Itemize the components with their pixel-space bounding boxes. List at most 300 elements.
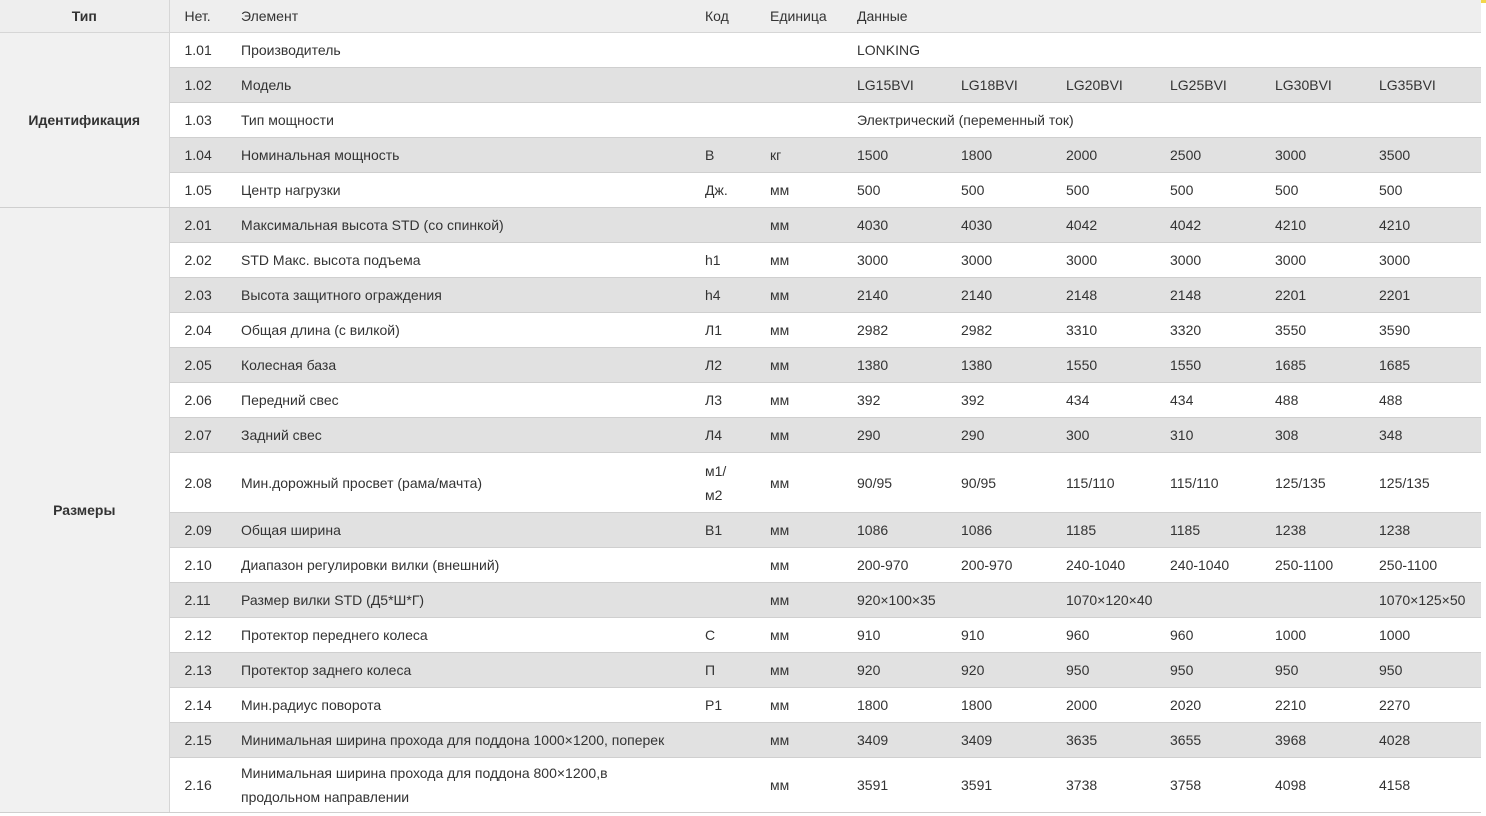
row-element [226,33,690,68]
table-row [0,348,1481,383]
row-value [842,513,946,548]
row-value [1051,68,1155,103]
row-value [1051,383,1155,418]
row-value-text: 3000 [1066,252,1098,268]
row-value [1051,513,1155,548]
row-value [1051,243,1155,278]
row-value [1260,68,1364,103]
row-value-text: 1500 [857,147,889,163]
row-value-text: LG18BVI [961,77,1018,93]
row-value-text: LG20BVI [1066,77,1123,93]
header-code: Код [690,0,755,33]
row-value-text: 1380 [857,357,889,373]
row-value-text: 950 [1066,662,1090,678]
row-code-text: h1 [705,252,721,268]
row-element [226,513,690,548]
row-code [690,653,755,688]
row-element-text: Минимальная ширина прохода для поддона 800×1200,в продольном направлении [241,765,608,805]
row-value [1364,348,1481,383]
row-code [690,688,755,723]
row-value [842,68,946,103]
row-value [946,313,1051,348]
row-unit [755,103,842,138]
table-row [0,758,1481,813]
row-code [690,103,755,138]
row-code [690,513,755,548]
row-value [1051,313,1155,348]
row-value [1364,313,1481,348]
row-element [226,103,690,138]
row-value-text: 4028 [1379,732,1411,748]
row-element [226,418,690,453]
row-value [946,208,1051,243]
row-value-text: 1070×125×50 [1379,592,1466,608]
table-row [0,208,1481,243]
row-value [1260,653,1364,688]
row-code [690,208,755,243]
row-number [169,453,226,513]
row-value [842,723,946,758]
row-value [946,348,1051,383]
row-value-text: 1238 [1379,522,1411,538]
row-value-text: 4030 [961,217,993,233]
table-row [0,688,1481,723]
row-unit-text: мм [770,392,790,408]
row-value-text: 3000 [1275,147,1307,163]
row-number-text: 2.06 [184,392,212,408]
row-unit-text: мм [770,662,790,678]
row-value-text: 4158 [1379,777,1411,793]
row-unit-text: мм [770,697,790,713]
row-code-text: В [705,147,715,163]
row-value-text: 3591 [857,777,889,793]
row-value [1364,418,1481,453]
row-value-text: 500 [961,182,985,198]
row-code-text: h4 [705,287,721,303]
row-value-text: 115/110 [1066,474,1115,491]
row-value-text: LG35BVI [1379,77,1436,93]
row-code [690,383,755,418]
row-element-text: Минимальная ширина прохода для поддона 1000×1200, поперек [241,732,665,748]
row-number [169,138,226,173]
row-number-text: 2.09 [184,522,212,538]
row-value [842,548,946,583]
row-value [1364,618,1481,653]
row-data-span-text: Электрический (переменный ток) [857,112,1074,128]
row-value [1260,453,1364,513]
row-value [1260,583,1364,618]
row-element [226,688,690,723]
row-value-text: 1238 [1275,522,1307,538]
row-element [226,653,690,688]
row-value [1364,723,1481,758]
row-value-text: 2140 [961,287,993,303]
row-value-text: 1800 [961,697,993,713]
row-code-text: Л2 [705,357,722,373]
row-value-text: 3968 [1275,732,1307,748]
row-value [842,688,946,723]
row-number [169,33,226,68]
row-value [1051,548,1155,583]
row-number-text: 1.05 [184,182,212,198]
row-value [1155,208,1260,243]
row-value-text: LG25BVI [1170,77,1227,93]
row-value [1051,138,1155,173]
row-number-text: 2.07 [184,427,212,443]
row-number [169,653,226,688]
row-value-text: 1000 [1379,627,1411,643]
row-element [226,583,690,618]
row-value-text: 950 [1379,662,1403,678]
row-element [226,453,690,513]
row-number-text: 1.04 [184,147,212,163]
row-element [226,243,690,278]
row-value [946,173,1051,208]
row-value [842,653,946,688]
row-code [690,278,755,313]
row-unit [755,173,842,208]
row-number-text: 2.16 [184,777,212,793]
row-unit [755,208,842,243]
row-value-text: 3000 [1379,252,1411,268]
row-unit-text: мм [770,732,790,748]
row-value [1364,138,1481,173]
row-element-text: Диапазон регулировки вилки (внешний) [241,557,500,573]
row-value [1364,208,1481,243]
row-number [169,758,226,813]
row-value [1364,758,1481,813]
header-type: Тип [0,0,169,33]
row-element-text: Модель [241,77,292,93]
row-element-text: Высота защитного ограждения [241,287,442,303]
row-code-text: В1 [705,522,723,538]
row-value [842,418,946,453]
row-value [1260,173,1364,208]
row-value-text: 290 [961,427,985,443]
row-value [842,278,946,313]
row-value-text: 200-970 [857,557,909,573]
table-row [0,243,1481,278]
row-value-text: 125/135 [1379,474,1430,491]
row-value [1051,688,1155,723]
row-value [1155,618,1260,653]
row-number [169,513,226,548]
table-row [0,33,1481,68]
row-value-text: 3000 [961,252,993,268]
row-value-text: 1185 [1066,522,1097,538]
row-value [1155,243,1260,278]
row-value-text: 4210 [1275,217,1307,233]
row-unit-text: кг [770,147,782,163]
row-element-text: Общая длина (с вилкой) [241,322,400,338]
row-unit-text: мм [770,592,790,608]
row-number-text: 2.10 [184,557,212,573]
row-number [169,313,226,348]
table-row [0,278,1481,313]
group-label: Размеры [0,208,169,813]
row-unit [755,383,842,418]
table-row [0,68,1481,103]
row-value-text: 3738 [1066,777,1098,793]
row-element [226,173,690,208]
row-unit-text: мм [770,252,790,268]
header-data: Данные [842,0,1481,33]
row-number [169,548,226,583]
row-unit-text: мм [770,182,790,198]
table-row [0,173,1481,208]
row-value-text: 290 [857,427,881,443]
row-element [226,68,690,103]
row-value-text: 1185 [1170,522,1201,538]
table-row [0,103,1481,138]
row-unit [755,243,842,278]
row-number-text: 2.15 [184,732,212,748]
row-value-text: 4210 [1379,217,1411,233]
row-value [1051,278,1155,313]
row-unit-text: мм [770,217,790,233]
row-value [1155,383,1260,418]
row-element-text: Протектор заднего колеса [241,662,412,678]
row-code [690,723,755,758]
row-value [946,243,1051,278]
row-data-span [842,103,1481,138]
row-number [169,173,226,208]
row-value [946,278,1051,313]
row-value-text: 250-1100 [1379,557,1438,573]
row-value-text: 960 [1066,627,1090,643]
table-row [0,548,1481,583]
row-value-text: LG30BVI [1275,77,1332,93]
row-value-text: 3000 [857,252,889,268]
row-number-text: 2.12 [184,627,212,643]
header-no: Нет. [169,0,226,33]
row-value-text: 125/135 [1275,474,1326,491]
row-value-text: 4042 [1170,217,1202,233]
row-value-text: 920 [961,662,985,678]
row-value-text: 500 [1066,182,1090,198]
row-value [946,688,1051,723]
row-value [1051,618,1155,653]
row-value-text: 3758 [1170,777,1202,793]
row-value [1364,278,1481,313]
row-unit [755,723,842,758]
row-element [226,758,690,813]
row-unit-text: мм [770,557,790,573]
row-value-text: 1086 [857,522,889,538]
row-value-text: 240-1040 [1170,557,1230,573]
row-number [169,383,226,418]
row-number [169,583,226,618]
row-number [169,618,226,653]
row-code [690,453,755,513]
row-value-text: 250-1100 [1275,557,1334,573]
row-value-text: 1800 [857,697,889,713]
row-value-text: 3000 [1170,252,1202,268]
row-value-text: 920 [857,662,881,678]
row-element-text: Протектор переднего колеса [241,627,428,643]
row-value [1364,243,1481,278]
row-code [690,548,755,583]
row-value [1260,313,1364,348]
row-value [1051,418,1155,453]
row-code [690,758,755,813]
row-unit-text: мм [770,777,790,793]
row-value-text: 200-970 [961,557,1013,573]
row-value-text: 2982 [857,322,889,338]
row-code-text: Л1 [705,322,722,338]
row-value [1155,68,1260,103]
row-value [1364,383,1481,418]
row-value-text: 2270 [1379,697,1411,713]
row-value-text: 240-1040 [1066,557,1126,573]
row-value [1364,453,1481,513]
row-value-text: 3590 [1379,322,1411,338]
row-value-text: 1086 [961,522,993,538]
row-value-text: 434 [1170,392,1194,408]
row-value [946,383,1051,418]
row-value [1155,278,1260,313]
header-unit: Единица [755,0,842,33]
table-row [0,723,1481,758]
row-value-text: 960 [1170,627,1194,643]
row-code [690,138,755,173]
row-value [946,618,1051,653]
row-value-text: 115/110 [1170,474,1219,491]
row-value-text: 1800 [961,147,993,163]
row-value [1155,348,1260,383]
row-element [226,723,690,758]
row-element-text: Мин.дорожный просвет (рама/мачта) [241,474,483,491]
row-number-text: 2.13 [184,662,212,678]
row-value [1051,348,1155,383]
row-value-text: 300 [1066,427,1090,443]
row-value [842,313,946,348]
row-number [169,208,226,243]
row-value-text: 2982 [961,322,993,338]
row-value [946,583,1051,618]
row-value [1260,418,1364,453]
row-number-text: 2.01 [184,217,212,233]
row-code [690,313,755,348]
row-value [946,723,1051,758]
row-value-text: 3655 [1170,732,1202,748]
row-code-text: Дж. [705,182,728,198]
row-code [690,583,755,618]
row-code-text: Л4 [705,427,722,443]
row-value-text: 950 [1170,662,1194,678]
row-element-text: Размер вилки STD (Д5*Ш*Г) [241,592,425,608]
row-value [1155,583,1260,618]
row-data-span [842,33,1481,68]
row-element [226,348,690,383]
row-value-text: 3409 [961,732,993,748]
row-value [1364,68,1481,103]
row-value [1051,653,1155,688]
row-value [842,208,946,243]
group-label: Идентификация [0,33,169,208]
row-number-text: 2.14 [184,697,212,713]
row-value [1364,688,1481,723]
row-value [842,138,946,173]
row-value-text: 434 [1066,392,1090,408]
row-value-text: 500 [1275,182,1299,198]
row-value [946,513,1051,548]
row-value [1155,418,1260,453]
row-element-text: Задний свес [241,427,322,443]
row-unit-text: мм [770,522,790,538]
row-unit-text: мм [770,427,790,443]
row-value-text: 500 [857,182,881,198]
row-unit [755,418,842,453]
row-number-text: 2.02 [184,252,212,268]
row-code [690,173,755,208]
row-element [226,138,690,173]
row-value [1155,758,1260,813]
row-number-text: 2.11 [184,592,211,608]
row-value [1155,723,1260,758]
row-unit [755,548,842,583]
table-row [0,383,1481,418]
row-value [842,618,946,653]
row-element-text: Колесная база [241,357,337,373]
row-value [1364,548,1481,583]
row-value [946,453,1051,513]
row-element-text: Тип мощности [241,112,334,128]
row-value-text: 3550 [1275,322,1307,338]
row-number-text: 1.03 [184,112,212,128]
row-code [690,243,755,278]
row-value [1051,208,1155,243]
row-value [1155,313,1260,348]
row-value [842,453,946,513]
row-value-text: 1070×120×40 [1066,592,1153,608]
row-unit [755,688,842,723]
row-unit [755,758,842,813]
row-value-text: 950 [1275,662,1299,678]
table-header-row [0,0,1481,33]
table-row [0,313,1481,348]
row-unit-text: мм [770,322,790,338]
row-number [169,723,226,758]
row-value [1364,173,1481,208]
row-value-text: 308 [1275,427,1299,443]
row-value [1051,758,1155,813]
row-value-text: 1685 [1275,357,1307,373]
row-number [169,68,226,103]
row-code [690,418,755,453]
row-value [946,548,1051,583]
row-number [169,278,226,313]
row-code [690,68,755,103]
row-number-text: 2.04 [184,322,212,338]
row-value-text: LG15BVI [857,77,914,93]
row-value [1260,348,1364,383]
row-value-text: 3635 [1066,732,1098,748]
row-number-text: 2.08 [184,474,212,491]
row-value-text: 310 [1170,427,1194,443]
row-element-text: Номинальная мощность [241,147,400,163]
row-value-text: 3320 [1170,322,1202,338]
row-number [169,418,226,453]
row-unit-text: мм [770,474,790,491]
row-number-text: 2.03 [184,287,212,303]
table-row [0,513,1481,548]
table-row [0,653,1481,688]
row-element-text: Мин.радиус поворота [241,697,382,713]
row-code-text: П [705,662,716,678]
row-value [1155,653,1260,688]
row-value [1364,513,1481,548]
